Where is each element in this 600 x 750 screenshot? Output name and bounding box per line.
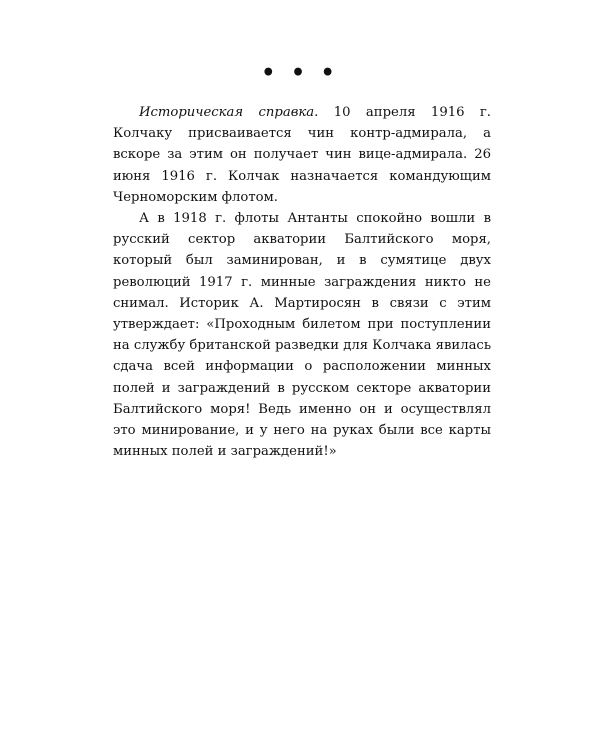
section-separator: • • • [261, 60, 339, 86]
paragraph-text: А в 1918 г. флоты Антанты спокойно вошли в русский сектор акватории Балтийского моря, который был заминирован, и в сумятице двух революций 1917 г. минные заграждения никто не снимал. Историк А. Мартиросян в связи с этим утверждает: «Проходным билетом при поступлении на службу британской разведки для Колчака явилась сдача всей информации о расположении минных полей и заграждений в русском секторе акватории Балтийского моря! Ведь именно он и осуществлял это минирование, и у него на руках были все карты минных полей и заграждений!» [113, 211, 491, 460]
body-text [113, 102, 491, 462]
paragraph-lead-italic: Историческая справка. [139, 105, 319, 120]
paragraph-text: 10 апреля 1916 г. Колчаку присваивается чин контр-адмирала, а вскоре за этим он получает чин вице-адмирала. 26 июня 1916 г. Колчак назначается командующим Черноморским флотом. [113, 105, 491, 205]
paragraph-historical-note [113, 102, 491, 208]
paragraph-entente [113, 208, 491, 462]
